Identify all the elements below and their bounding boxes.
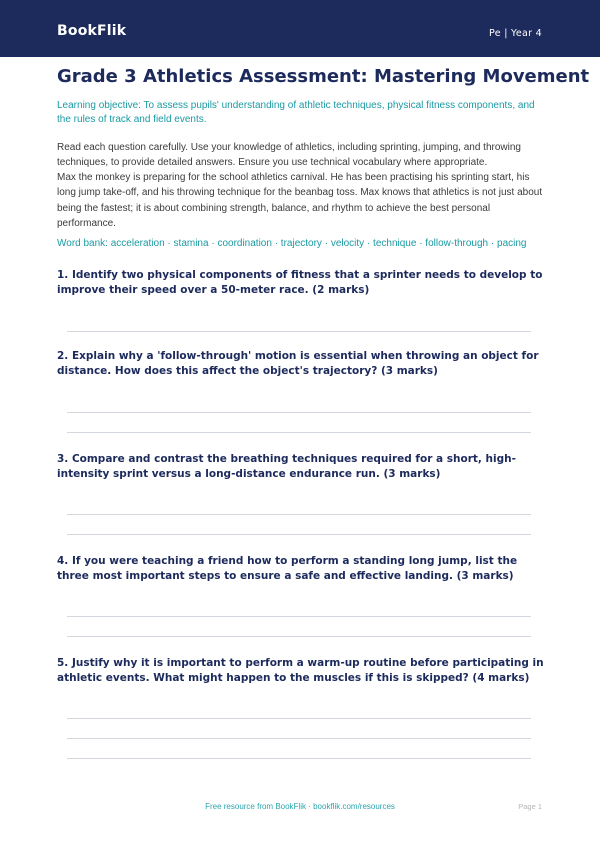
word-bank: Word bank: acceleration · stamina · coordination · trajectory · velocity · technique · follow-through · pacing [57, 238, 527, 249]
answer-line[interactable] [67, 412, 531, 413]
question-3-text: 3. Compare and contrast the breathing techniques required for a short, high-intensity sprint versus a long-distance endurance run. (3 marks) [57, 453, 516, 480]
answer-line[interactable] [67, 636, 531, 637]
page-title: Grade 3 Athletics Assessment: Mastering Movement [57, 66, 590, 87]
answer-line[interactable] [67, 718, 531, 719]
question-3 [57, 452, 547, 481]
answer-line[interactable] [67, 331, 531, 332]
question-5-text: 5. Justify why it is important to perform a warm-up routine before participating in athletic events. What might happen to the muscles if this is skipped? (4 marks) [57, 657, 544, 684]
question-2 [57, 349, 547, 378]
page-header [0, 0, 600, 57]
answer-line[interactable] [67, 758, 531, 759]
answer-line[interactable] [67, 616, 531, 617]
question-2-text: 2. Explain why a 'follow-through' motion is essential when throwing an object for distance. How does this affect the object's trajectory? (3 marks) [57, 350, 539, 377]
brand-logo: BookFlik [57, 23, 127, 39]
answer-line[interactable] [67, 534, 531, 535]
page-number: Page 1 [518, 802, 542, 811]
question-5 [57, 656, 547, 685]
scenario-paragraph: Max the monkey is preparing for the school athletics carnival. He has been practising his sprinting start, his long jump take-off, and his throwing technique for the beanbag toss. Max knows that athletics is not just about being the fastest; it is about combining strength, balance, and rhythm to achieve the best personal performance. [57, 172, 543, 229]
subject-year-label: Pe | Year 4 [489, 28, 542, 39]
question-4 [57, 554, 547, 583]
learning-objective: Learning objective: To assess pupils' understanding of athletic techniques, physical fitness components, and the rules of track and field events. [57, 100, 535, 126]
instructions-paragraph: Read each question carefully. Use your knowledge of athletics, including sprinting, jumping, and throwing techniques, to provide detailed answers. Ensure you use technical vocabulary where appropriate. [57, 142, 521, 169]
answer-line[interactable] [67, 738, 531, 739]
question-1 [57, 268, 547, 297]
footer-credit: Free resource from BookFlik · bookflik.com/resources [205, 802, 395, 811]
question-1-text: 1. Identify two physical components of fitness that a sprinter needs to develop to improve their speed over a 50-meter race. (2 marks) [57, 269, 543, 296]
answer-line[interactable] [67, 432, 531, 433]
question-4-text: 4. If you were teaching a friend how to perform a standing long jump, list the three most important steps to ensure a safe and effective landing. (3 marks) [57, 555, 518, 582]
answer-line[interactable] [67, 514, 531, 515]
